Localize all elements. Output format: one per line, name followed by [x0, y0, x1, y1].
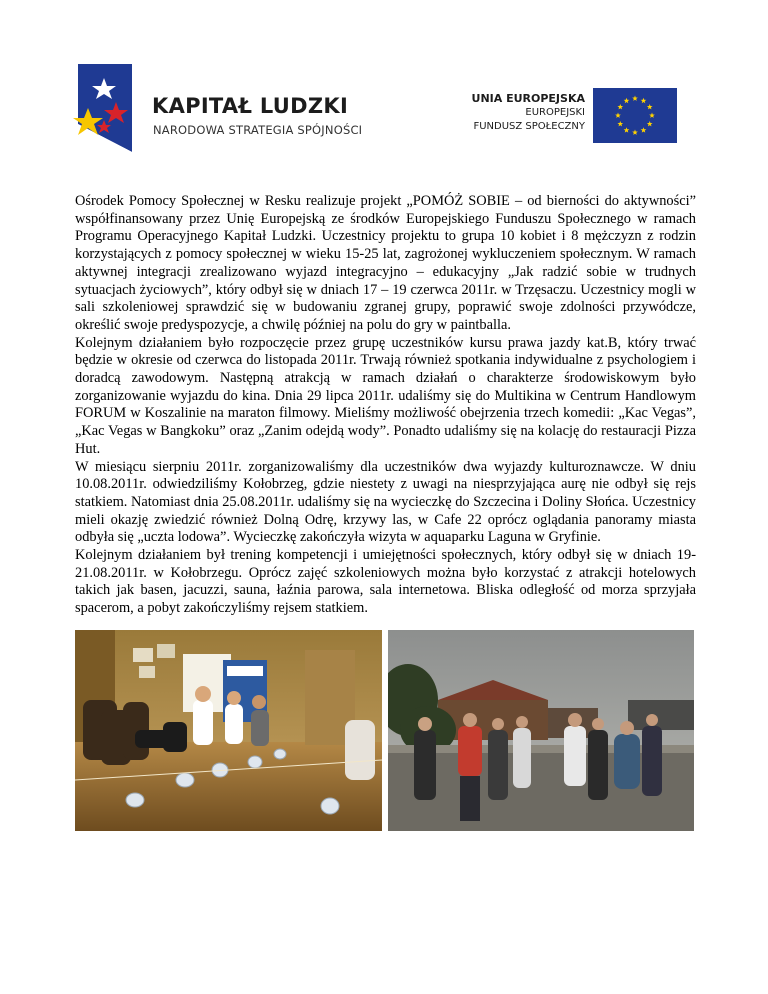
article-body	[75, 193, 696, 618]
paragraph-intro: Ośrodek Pomocy Społecznej w Resku realizuje projekt „POMÓŻ SOBIE – od bierności do aktywności” współfinansowany przez Unię Europejską ze środków Europejskiego Funduszu Społecznego w ramach Programu Operacyjnego Kapitał Ludzki. Uczestnicy projektu to grupa 10 kobiet i 8 mężczyzn z rodzin korzystających z pomocy społecznej w wieku 15-25 lat, zagrożonej wykluczeniem społecznym. W ramach aktywnej integracji zrealizowano wyjazd integracyjno – edukacyjny „Jak radzić sobie w trudnych sytuacjach życiowych”, który odbył się w dniach 17 – 19 czerwca 2011r. w Trzęsaczu. Uczestnicy mogli w sali szkoleniowej sprawdzić się w budowaniu zgranej grupy, poprawić swoje zdolności przywódcze, określić swoje predyspozycje, a chwilę później na polu do gry w paintballa.	[75, 193, 696, 333]
training-room-image	[75, 630, 382, 831]
city-trip-image	[388, 630, 694, 831]
eu-name: UNIA EUROPEJSKA	[471, 92, 585, 105]
paragraph-driving-course: Kolejnym działaniem było rozpoczęcie przez grupę uczestników kursu prawa jazdy kat.B, który trwać będzie w okresie od czerwca do listopada 2011r. Trwają również spotkania indywidualne z psychologiem i doradcą zawodowym. Następną atrakcją w ramach działań o charakterze środowiskowym było zorganizowanie wyjazdu do kina. Dnia 29 lipca 2011r. udaliśmy się do Multikina w Centrum Handlowym FORUM w Koszalinie na maraton filmowy. Mieliśmy możliwość obejrzenia trzech komedii: „Kac Vegas”, „Kac Vegas w Bangkoku” oraz „Zanim odejdą wody”. Ponadto udaliśmy się na kolację do restauracji Pizza Hut.	[75, 334, 696, 457]
fund-name-line2: FUNDUSZ SPOŁECZNY	[473, 121, 585, 132]
paragraph-trips: W miesiącu sierpniu 2011r. zorganizowaliśmy dla uczestników dwa wyjazdy kulturoznawcze. W dniu 10.08.2011r. odwiedziliśmy Kołobrzeg, gdzie niestety z uwagi na niesprzyjająca aurę nie odbył się rejs statkiem. Natomiast dnia 25.08.2011r. udaliśmy się na wycieczkę do Szczecina i Doliny Słońca. Uczestnicy mieli okazję zwiedzić również Dolną Odrę, krzywy las, w Cafe 22 oprócz oglądania panoramy miasta odbyła się „uczta lodowa”. Wycieczkę zakończyła wizyta w aquaparku Laguna w Gryfinie.	[75, 458, 696, 546]
kapital-ludzki-emblem-icon	[70, 64, 140, 154]
eu-star-icon	[624, 127, 630, 132]
eu-fund-text	[472, 91, 585, 134]
group-training-photo	[75, 630, 382, 831]
program-title: KAPITAŁ LUDZKI	[152, 94, 349, 118]
eu-star-icon	[617, 104, 623, 109]
eu-fund-logo	[465, 88, 677, 143]
eu-star-icon	[615, 113, 621, 118]
paragraph-training: Kolejnym działaniem był trening kompetencji i umiejętności społecznych, który odbył się w dniach 19-21.08.2011r. w Kołobrzegu. Oprócz zajęć szkoleniowych można było korzystać z atrakcji hotelowych takich jak basen, jacuzzi, sauna, łaźnia parowa, sala internetowa. Bliska odległość od morza sprzyjała spacerom, a pobyt zakończyliśmy rejsem statkiem.	[75, 547, 696, 617]
eu-star-icon	[647, 104, 653, 109]
kapital-ludzki-logo	[70, 64, 370, 154]
eu-star-icon	[632, 96, 638, 101]
eu-star-icon	[641, 98, 647, 103]
eu-star-icon	[624, 98, 630, 103]
eu-star-icon	[617, 121, 623, 126]
eu-flag-icon	[593, 88, 677, 143]
eu-star-icon	[641, 127, 647, 132]
eu-star-icon	[632, 130, 638, 135]
program-subtitle: NARODOWA STRATEGIA SPÓJNOŚCI	[153, 123, 363, 137]
eu-star-icon	[649, 113, 655, 118]
city-panorama-photo	[388, 630, 694, 831]
fund-name-line1: EUROPEJSKI	[525, 107, 585, 118]
eu-star-icon	[647, 121, 653, 126]
